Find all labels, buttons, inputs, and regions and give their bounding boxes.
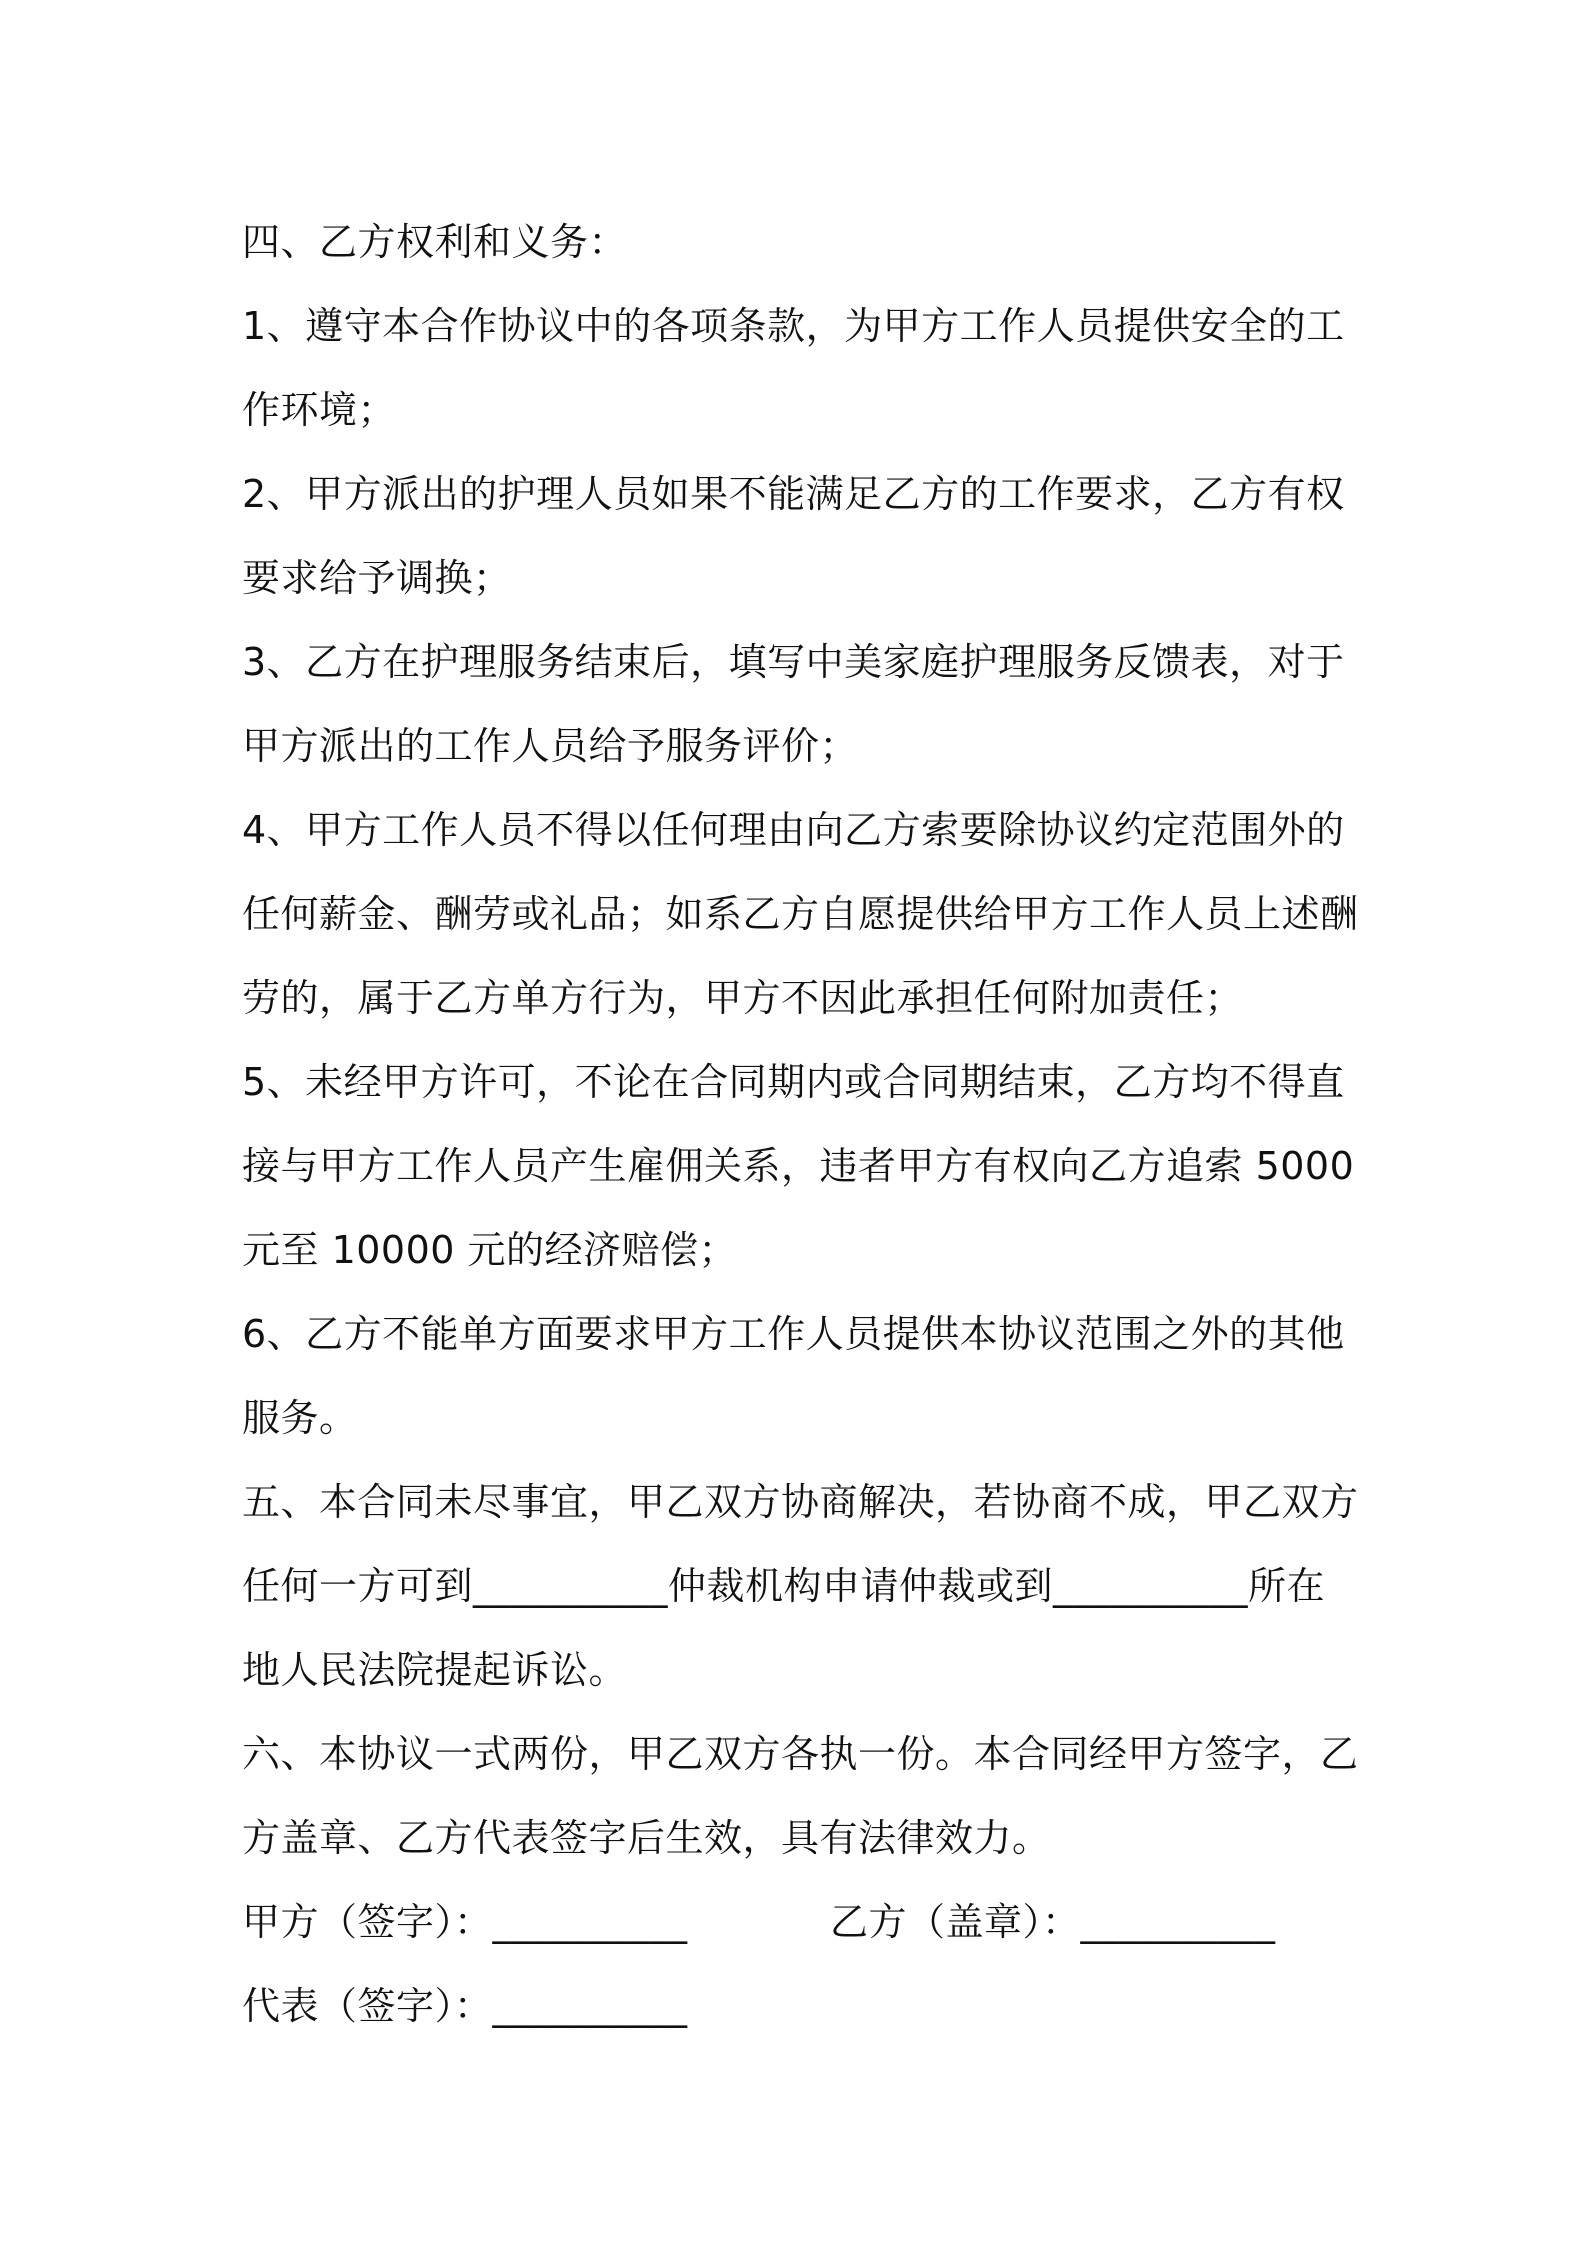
signature-row-representative [242,1964,1362,2048]
section-5-dispute-clause: 五、本合同未尽事宜，甲乙双方协商解决，若协商不成，甲乙双方任何一方可到__________仲裁机构申请仲裁或到__________所在地人民法院提起诉讼。 [242,1480,1359,1692]
section-4-item-2: 2、甲方派出的护理人员如果不能满足乙方的工作要求，乙方有权要求给予调换； [242,472,1345,600]
signature-row-parties [242,1880,1362,1964]
representative-signature-field: 代表（签字）：__________ [242,1984,688,2028]
section-4-item-1: 1、遵守本合作协议中的各项条款，为甲方工作人员提供安全的工作环境； [242,304,1345,432]
party-b-seal-field: 乙方（盖章）：__________ [830,1900,1276,1944]
section-4-item-5: 5、未经甲方许可，不论在合同期内或合同期结束，乙方均不得直接与甲方工作人员产生雇佣关系，违者甲方有权向乙方追索 5000 元至 10000 元的经济赔偿； [242,1060,1355,1272]
section-4-item-4: 4、甲方工作人员不得以任何理由向乙方索要除协议约定范围外的任何薪金、酬劳或礼品；如系乙方自愿提供给甲方工作人员上述酬劳的，属于乙方单方行为，甲方不因此承担任何附加责任； [242,808,1359,1020]
section-4-item-3: 3、乙方在护理服务结束后，填写中美家庭护理服务反馈表，对于甲方派出的工作人员给予服务评价； [242,640,1345,768]
contract-body [242,200,1362,2048]
section-6-effectiveness-clause: 六、本协议一式两份，甲乙双方各执一份。本合同经甲方签字，乙方盖章、乙方代表签字后生效，具有法律效力。 [242,1732,1359,1860]
section-4-heading: 四、乙方权利和义务： [242,220,628,264]
party-a-signature-field: 甲方（签字）：__________ [242,1900,688,1944]
section-4-item-6: 6、乙方不能单方面要求甲方工作人员提供本协议范围之外的其他服务。 [242,1312,1345,1440]
